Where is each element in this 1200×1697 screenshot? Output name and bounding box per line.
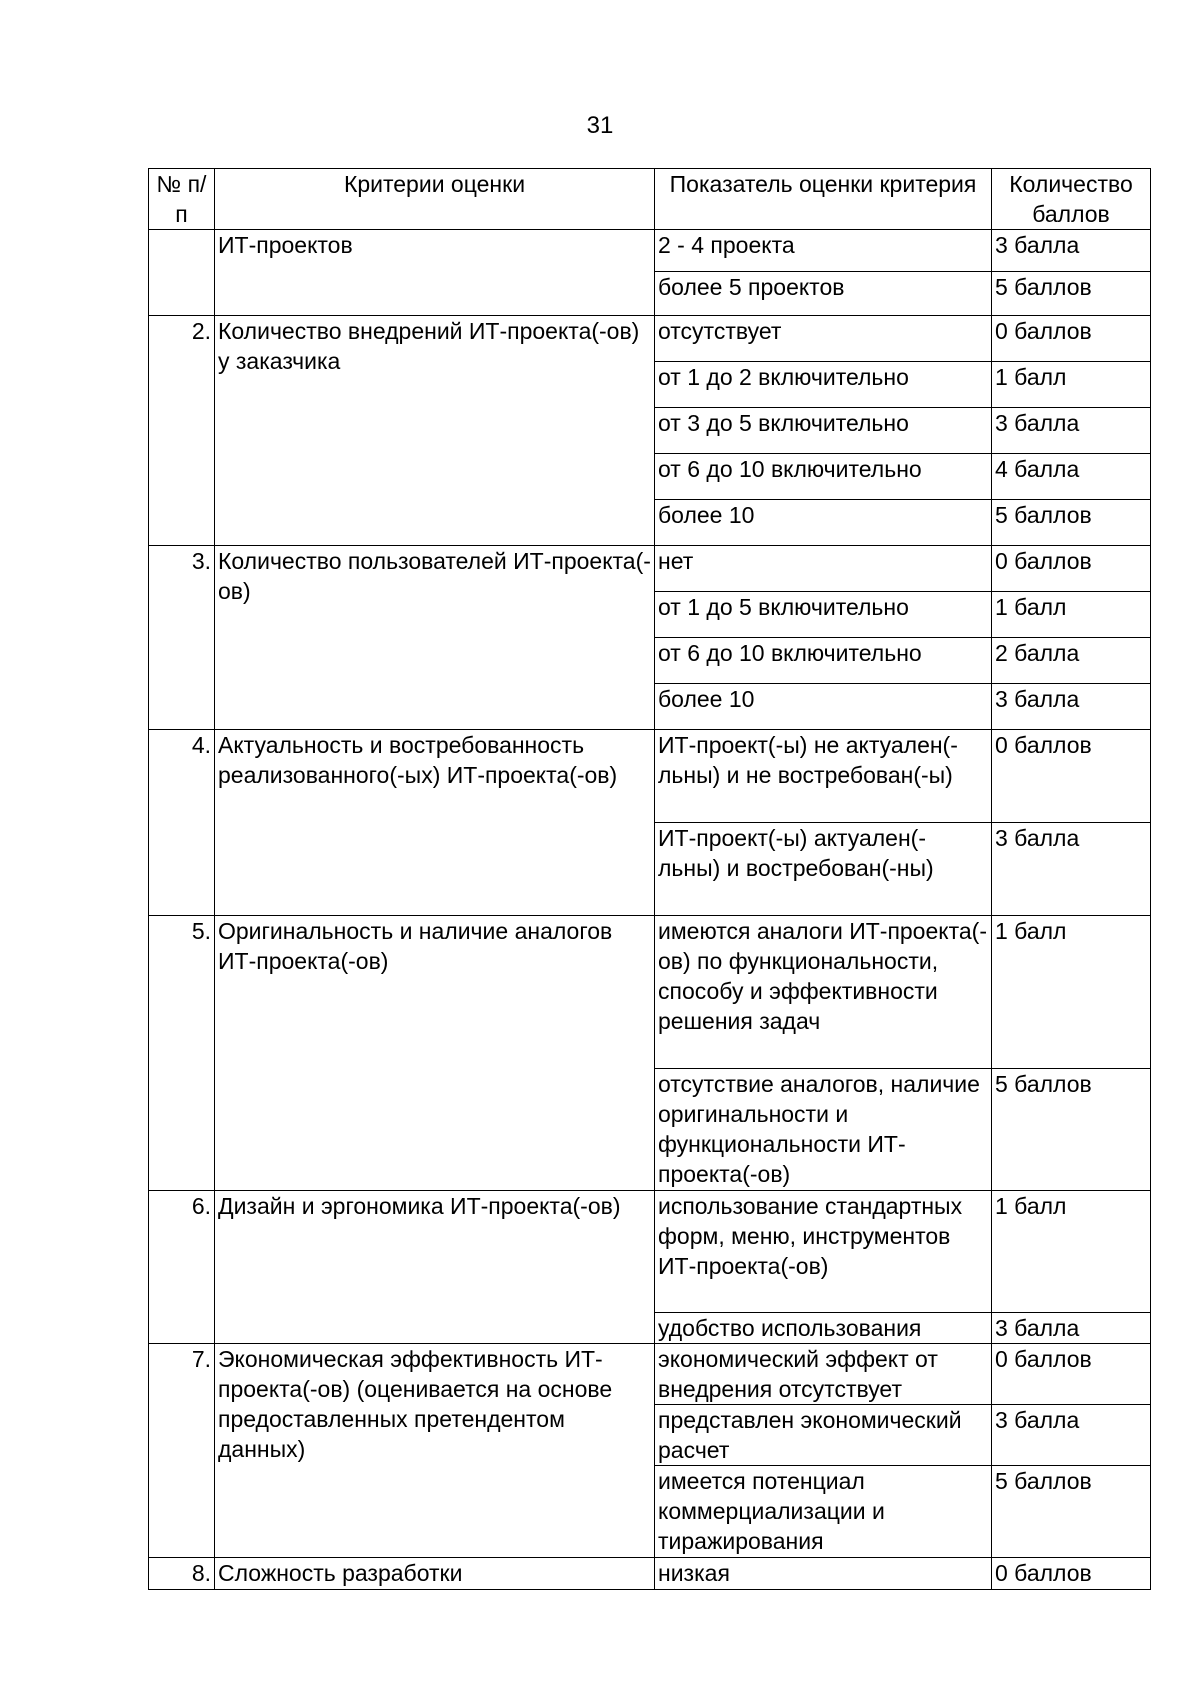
- table-row: [149, 230, 1151, 272]
- header-row: [149, 169, 1151, 230]
- indicator-cell: более 10: [655, 684, 992, 730]
- points-cell: 5 баллов: [992, 272, 1151, 316]
- indicator-cell: нет: [655, 546, 992, 592]
- criteria-table: [148, 168, 1151, 1590]
- indicator-cell: низкая: [655, 1558, 992, 1590]
- section-number: 3.: [149, 546, 215, 730]
- indicator-cell: отсутствует: [655, 316, 992, 362]
- points-cell: 3 балла: [992, 408, 1151, 454]
- section-criterion: Экономическая эффективность ИТ-проекта(-ов) (оценивается на основе предоставленных претендентом данных): [215, 1344, 655, 1558]
- points-cell: 1 балл: [992, 592, 1151, 638]
- section-criterion: ИТ-проектов: [215, 230, 655, 316]
- indicator-cell: отсутствие аналогов, наличие оригинальности и функциональности ИТ-проекта(-ов): [655, 1069, 992, 1191]
- section-number: 2.: [149, 316, 215, 546]
- indicator-cell: представлен экономический расчет: [655, 1405, 992, 1466]
- points-cell: 2 балла: [992, 638, 1151, 684]
- indicator-cell: ИТ-проект(-ы) не актуален(-льны) и не востребован(-ы): [655, 730, 992, 823]
- indicator-cell: имеются аналоги ИТ-проекта(-ов) по функциональности, способу и эффективности решения задач: [655, 916, 992, 1069]
- points-cell: 3 балла: [992, 1405, 1151, 1466]
- points-cell: 5 баллов: [992, 500, 1151, 546]
- table-row: [149, 730, 1151, 823]
- points-cell: 1 балл: [992, 1191, 1151, 1313]
- table-row: [149, 1344, 1151, 1405]
- section-criterion: Количество пользователей ИТ-проекта(-ов): [215, 546, 655, 730]
- points-cell: 5 баллов: [992, 1466, 1151, 1558]
- points-cell: 3 балла: [992, 684, 1151, 730]
- header-points: Количество баллов: [992, 169, 1151, 230]
- points-cell: 4 балла: [992, 454, 1151, 500]
- section-criterion: Сложность разработки: [215, 1558, 655, 1590]
- indicator-cell: экономический эффект от внедрения отсутствует: [655, 1344, 992, 1405]
- header-indicator: Показатель оценки критерия: [655, 169, 992, 230]
- indicator-cell: от 3 до 5 включительно: [655, 408, 992, 454]
- indicator-cell: имеется потенциал коммерциализации и тиражирования: [655, 1466, 992, 1558]
- indicator-cell: ИТ-проект(-ы) актуален(-льны) и востребован(-ны): [655, 823, 992, 916]
- header-criterion: Критерии оценки: [215, 169, 655, 230]
- section-number: 8.: [149, 1558, 215, 1590]
- indicator-cell: от 1 до 2 включительно: [655, 362, 992, 408]
- points-cell: 3 балла: [992, 823, 1151, 916]
- header-num: № п/п: [149, 169, 215, 230]
- points-cell: 0 баллов: [992, 730, 1151, 823]
- table-row: [149, 1558, 1151, 1590]
- section-criterion: Оригинальность и наличие аналогов ИТ-проекта(-ов): [215, 916, 655, 1191]
- table-row: [149, 316, 1151, 362]
- points-cell: 0 баллов: [992, 546, 1151, 592]
- page-number: 31: [586, 112, 614, 139]
- section-number: 6.: [149, 1191, 215, 1344]
- section-criterion: Количество внедрений ИТ-проекта(-ов) у заказчика: [215, 316, 655, 546]
- table-row: [149, 916, 1151, 1069]
- indicator-cell: от 1 до 5 включительно: [655, 592, 992, 638]
- table-row: [149, 1191, 1151, 1313]
- section-criterion: Дизайн и эргономика ИТ-проекта(-ов): [215, 1191, 655, 1344]
- points-cell: 0 баллов: [992, 1558, 1151, 1590]
- indicator-cell: более 5 проектов: [655, 272, 992, 316]
- points-cell: 1 балл: [992, 362, 1151, 408]
- indicator-cell: использование стандартных форм, меню, инструментов ИТ-проекта(-ов): [655, 1191, 992, 1313]
- points-cell: 3 балла: [992, 230, 1151, 272]
- section-number: 5.: [149, 916, 215, 1191]
- points-cell: 5 баллов: [992, 1069, 1151, 1191]
- indicator-cell: от 6 до 10 включительно: [655, 638, 992, 684]
- indicator-cell: более 10: [655, 500, 992, 546]
- section-criterion: Актуальность и востребованность реализованного(-ых) ИТ-проекта(-ов): [215, 730, 655, 916]
- points-cell: 1 балл: [992, 916, 1151, 1069]
- points-cell: 3 балла: [992, 1313, 1151, 1344]
- indicator-cell: от 6 до 10 включительно: [655, 454, 992, 500]
- section-number: 4.: [149, 730, 215, 916]
- table-row: [149, 546, 1151, 592]
- indicator-cell: удобство использования: [655, 1313, 992, 1344]
- points-cell: 0 баллов: [992, 1344, 1151, 1405]
- section-number: 7.: [149, 1344, 215, 1558]
- section-number: [149, 230, 215, 316]
- indicator-cell: 2 - 4 проекта: [655, 230, 992, 272]
- points-cell: 0 баллов: [992, 316, 1151, 362]
